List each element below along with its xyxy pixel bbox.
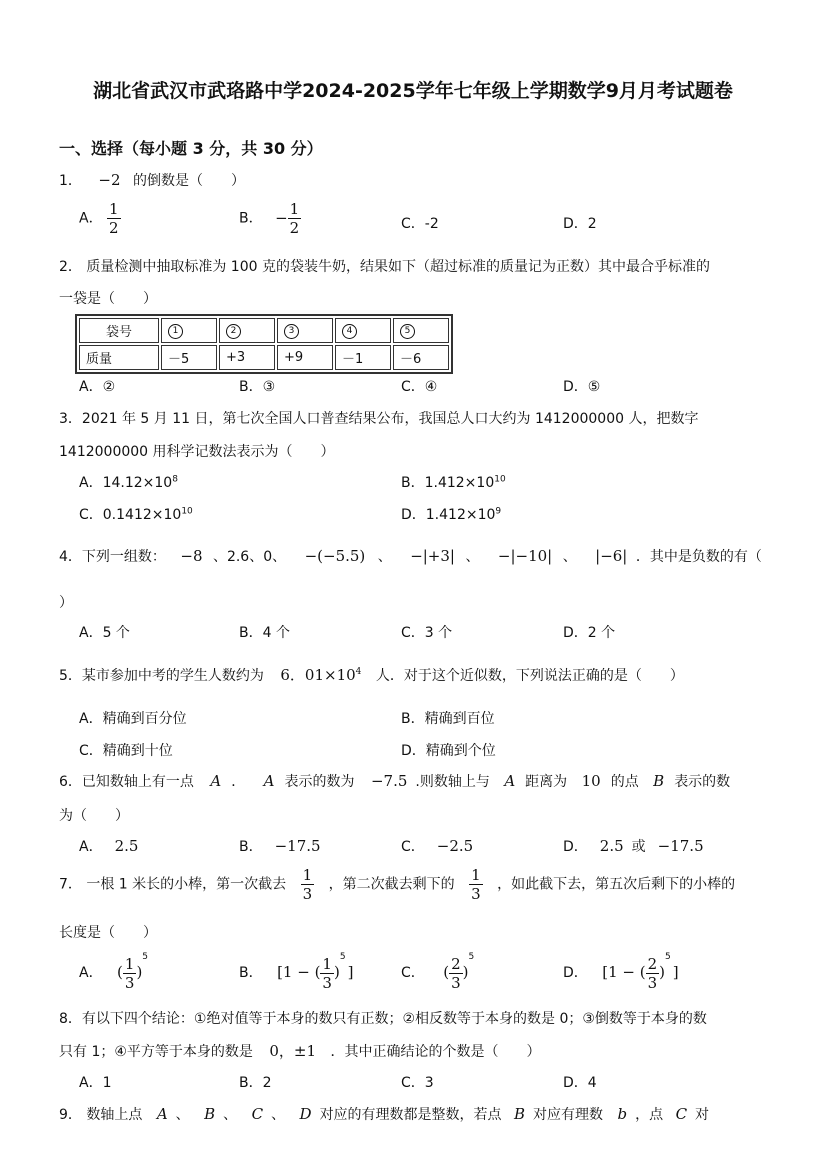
q2-line-1: 2． 质量检测中抽取标准为 100 克的袋装牛奶，结果如下（超过标准的质量记为正数）其中最合乎标准的 xyxy=(59,259,710,275)
fraction: $\frac{2}{3}$ xyxy=(451,954,461,992)
q4-expr: −|−10| xyxy=(497,547,553,565)
q6-option-d[interactable]: D． 2.5 或 −17.5 xyxy=(563,837,704,855)
q5-expr: 6．$01\times 10^4$ xyxy=(280,666,362,684)
q1-number: 1． xyxy=(59,173,82,189)
minus-sign: − xyxy=(275,208,288,227)
q4-text: 、2.6、0、 xyxy=(212,549,287,565)
q6-option-c[interactable]: C． −2.5 xyxy=(401,837,474,855)
q4-expr: −|+3| xyxy=(410,547,455,565)
option-label: B． xyxy=(239,210,263,227)
q8-option-d[interactable]: D．4 xyxy=(563,1075,597,1091)
q6-option-a[interactable]: A． 2.5 xyxy=(79,837,139,855)
question-9: 9． 数轴上点 A 、 B 、 C 、 D 对应的有理数都是整数，若点 B 对应有理数 b ，点 C 对 xyxy=(59,1105,710,1123)
question-5 xyxy=(59,664,684,685)
q3-option-d[interactable]: D．$1.412\times 10^9$ xyxy=(401,506,502,523)
q8-option-b[interactable]: B．2 xyxy=(239,1075,272,1091)
fraction: $\frac{2}{3}$ xyxy=(647,954,658,992)
q5-option-a[interactable]: A．精确到百分位 xyxy=(79,711,187,727)
q4-option-b[interactable]: B．4 个 xyxy=(239,625,290,641)
q3-line-2: 1412000000 用科学记数法表示为（ ） xyxy=(59,444,335,460)
q5-option-c[interactable]: C．精确到十位 xyxy=(79,743,173,759)
fraction: $\frac{1}{3}$ xyxy=(302,866,313,903)
q1-text: 的倒数是（ ） xyxy=(132,173,245,189)
table-cell: 2 xyxy=(219,318,275,343)
table-cell: 4 xyxy=(335,318,391,343)
question-7: 7． 一根 1 米长的小棒，第一次截去 $\frac{1}{3}$ ，第二次截去剩下的 $\frac{1}{3}$ ，如此截下去，第五次后剩下的小棒的 xyxy=(59,866,736,903)
q4-text: ．其中是负数的有（ xyxy=(635,549,762,565)
q1-expr: −2 xyxy=(98,171,121,189)
table-cell: －1 xyxy=(335,345,391,370)
q5-text: 人．对于这个近似数，下列说法正确的是（ ） xyxy=(375,668,684,684)
q2-option-c[interactable]: C．④ xyxy=(401,379,438,395)
q4-expr: −(−5.5) xyxy=(304,547,366,565)
fraction: $\frac{1}{3}$ xyxy=(124,954,135,992)
q7-option-d[interactable]: D． [1 − ( $\frac{2}{3}$ )$^5$] xyxy=(563,952,679,992)
table-header-mass: 质量 xyxy=(79,345,159,370)
q2-line-2: 一袋是（ ） xyxy=(59,291,157,307)
q2-table xyxy=(75,314,453,374)
table-cell: 1 xyxy=(161,318,217,343)
table-cell: －5 xyxy=(161,345,217,370)
q1-option-a[interactable] xyxy=(79,200,121,237)
q1-option-d[interactable]: D．2 xyxy=(563,216,597,232)
table-header-bag: 袋号 xyxy=(79,318,159,343)
q4-expr: −8 xyxy=(180,547,203,565)
q3-option-a[interactable]: A．$14.12\times 10^8$ xyxy=(79,474,178,491)
q1-option-c[interactable]: C．-2 xyxy=(401,216,439,232)
q5-text: 5．某市参加中考的学生人数约为 xyxy=(59,668,264,684)
option-label: A． xyxy=(79,210,103,227)
q5-option-b[interactable]: B．精确到百位 xyxy=(401,711,495,727)
fraction: $\frac{1}{3}$ xyxy=(322,954,332,992)
fraction: $\frac{1}{2}$ xyxy=(109,200,119,237)
table-cell: +9 xyxy=(277,345,333,370)
q4-expr: |−6| xyxy=(595,547,628,565)
table-row xyxy=(79,345,449,370)
q4-option-c[interactable]: C．3 个 xyxy=(401,625,453,641)
q5-option-d[interactable]: D．精确到个位 xyxy=(401,743,496,759)
question-6: 6．已知数轴上有一点 A ． A 表示的数为 −7.5 .则数轴上与 A 距离为 10 的点 B 表示的数 xyxy=(59,772,731,790)
q4-option-d[interactable]: D．2 个 xyxy=(563,625,616,641)
question-4 xyxy=(59,546,762,566)
q8-line-2: 只有 1；④平方等于本身的数是 0，±1 ．其中正确结论的个数是（ ） xyxy=(59,1042,541,1060)
q7-option-c[interactable]: C． ( $\frac{2}{3}$ )$^5$ xyxy=(401,952,475,992)
q7-option-b[interactable]: B． [1 − ( $\frac{1}{3}$ )$^5$] xyxy=(239,952,354,992)
question-1 xyxy=(59,170,245,190)
q4-close-paren: ） xyxy=(59,595,73,611)
table-cell: －6 xyxy=(393,345,449,370)
q6-option-b[interactable]: B． −17.5 xyxy=(239,837,321,855)
page-title: 湖北省武汉市武珞路中学2024-2025学年七年级上学期数学9月月考试题卷 xyxy=(93,80,733,102)
table-cell: +3 xyxy=(219,345,275,370)
q7-line-2: 长度是（ ） xyxy=(59,925,157,941)
table-row xyxy=(79,318,449,343)
table-cell: 3 xyxy=(277,318,333,343)
q2-option-b[interactable]: B．③ xyxy=(239,379,276,395)
q1-option-b[interactable] xyxy=(239,200,301,237)
q4-option-a[interactable]: A．5 个 xyxy=(79,625,130,641)
q7-option-a[interactable]: A． ( $\frac{1}{3}$ )$^5$ xyxy=(79,952,149,992)
q3-option-b[interactable]: B．$1.412\times 10^{10}$ xyxy=(401,474,506,491)
fraction: $\frac{1}{3}$ xyxy=(471,866,481,903)
q4-text: 、 xyxy=(377,549,392,565)
q8-option-c[interactable]: C．3 xyxy=(401,1075,434,1091)
fraction: $\frac{1}{2}$ xyxy=(289,200,300,237)
q6-line-2: 为（ ） xyxy=(59,808,129,824)
table-cell: 5 xyxy=(393,318,449,343)
section-heading: 一、选择（每小题 3 分，共 30 分） xyxy=(59,139,323,158)
q3-option-c[interactable]: C．$0.1412\times 10^{10}$ xyxy=(79,506,193,523)
q2-option-a[interactable]: A．② xyxy=(79,379,116,395)
q2-option-d[interactable]: D．⑤ xyxy=(563,379,601,395)
q8-option-a[interactable]: A．1 xyxy=(79,1075,112,1091)
q4-text: 4．下列一组数： xyxy=(59,549,166,565)
q8-line-1: 8．有以下四个结论：①绝对值等于本身的数只有正数；②相反数等于本身的数是 0；③倒数等于本身的数 xyxy=(59,1011,707,1027)
q3-line-1: 3．2021 年 5 月 11 日，第七次全国人口普查结果公布，我国总人口大约为 1412000000 人，把数字 xyxy=(59,411,699,427)
q4-text: 、 xyxy=(465,549,480,565)
q4-text: 、 xyxy=(562,549,577,565)
